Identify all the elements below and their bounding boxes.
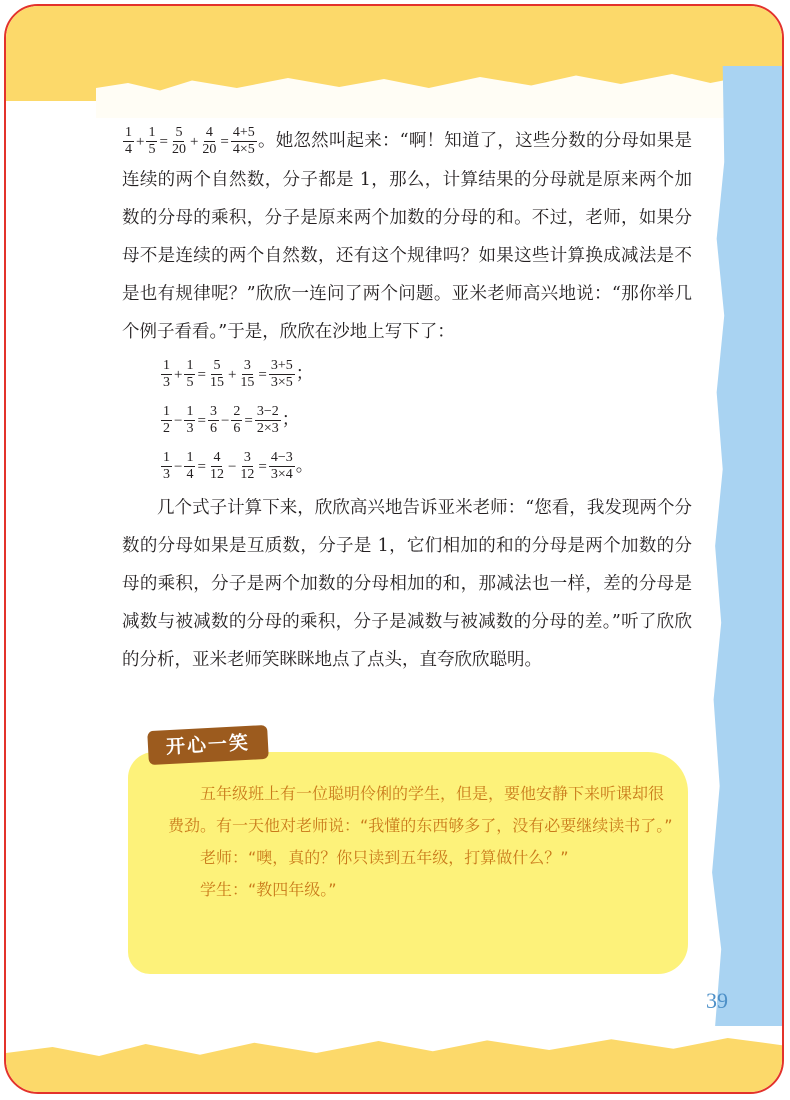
intro-paragraph: $\frac{1}{4}$ + $\frac{1}{5}$ = $\frac{5}{20}$ + $\frac{4}{20}$ = $\frac{4+5}{4\times 5}$ 。她忽然叫起来：“啊！知道了，这些分数的分母如果是连续的两个自然数，分子都是 1，那么，计算结果的分母就是原来两个加数的分母的乘积，分子是原来两个加数的分母的和。不过，老师，如果分母不是连续的两个自然数，还有这个规律吗？如果这些计算换成减法是不是也有规律呢？”欣欣一连问了两个问题。亚米老师高兴地说：“那你举几个例子看看。”于是，欣欣在沙地上写下了： <box>122 125 693 342</box>
fraction: $\frac{5}{20}$ <box>171 125 186 157</box>
right-decorative-band <box>706 66 782 1026</box>
conclusion-paragraph: 几个式子计算下来，欣欣高兴地告诉亚米老师：“您看，我发现两个分数的分母如果是互质数，分子是 1，它们相加的和的分母是两个加数的分母的乘积，分子是两个加数的分母相加的和，那减法也一样，差的分母是减数与被减数的分母的乘积，分子是减数与被减数的分母的差。”听了欣欣的分析，亚米老师笑眯眯地点了点头，直夸欣欣聪明。 <box>122 498 692 670</box>
joke-paragraph: 老师：“噢，真的？你只读到五年级，打算做什么？” <box>200 848 569 867</box>
bottom-decorative-band <box>6 1032 782 1092</box>
fraction: $\frac{4+5}{4\times 5}$ <box>232 125 255 157</box>
joke-paragraph: 学生：“教四年级。” <box>200 880 337 899</box>
main-text <box>122 122 692 679</box>
joke-title: 开心一笑 <box>147 725 269 765</box>
example-equation-3: $\frac{1}{3}$ − $\frac{1}{4}$ = $\frac{4}{12}$ − $\frac{3}{12}$ = $\frac{4-3}{3\times 4}$ 。 <box>163 450 314 482</box>
joke-text <box>168 778 673 906</box>
intro-text-line1: 。她忽然叫起来：“啊！知道了，这些分数的分 <box>257 131 622 151</box>
fraction: $\frac{1}{4}$ <box>125 125 132 157</box>
fraction: $\frac{4}{20}$ <box>202 125 217 157</box>
fraction: $\frac{1}{5}$ <box>148 125 156 157</box>
example-equation-2: $\frac{1}{2}$ − $\frac{1}{3}$ = $\frac{3}{6}$ − $\frac{2}{6}$ = $\frac{3-2}{2\times 3}$ ； <box>163 404 300 436</box>
example-equation-1: $\frac{1}{3}$ + $\frac{1}{5}$ = $\frac{5}{15}$ + $\frac{3}{15}$ = $\frac{3+5}{3\times 5}$ ； <box>163 358 314 390</box>
intro-text-rest: 母如果是连续的两个自然数，分子都是 1，那么，计算结果的分母就是原来两个加数的分母的乘积，分子是原来两个加数的分母的和。不过，老师，如果分母不是连续的两个自然数，还有这个规律吗？如果这些计算换成减法是不是也有规律呢？”欣欣一连问了两个问题。亚米老师高兴地说：“那你举几个例子看看。”于是，欣欣在沙地上写下了： <box>122 131 693 342</box>
joke-paragraph: 五年级班上有一位聪明伶俐的学生，但是，要他安静下来听课却很费劲。有一天他对老师说：“我懂的东西够多了，没有必要继续读书了。” <box>168 784 673 835</box>
page-number: 39 <box>706 988 728 1013</box>
